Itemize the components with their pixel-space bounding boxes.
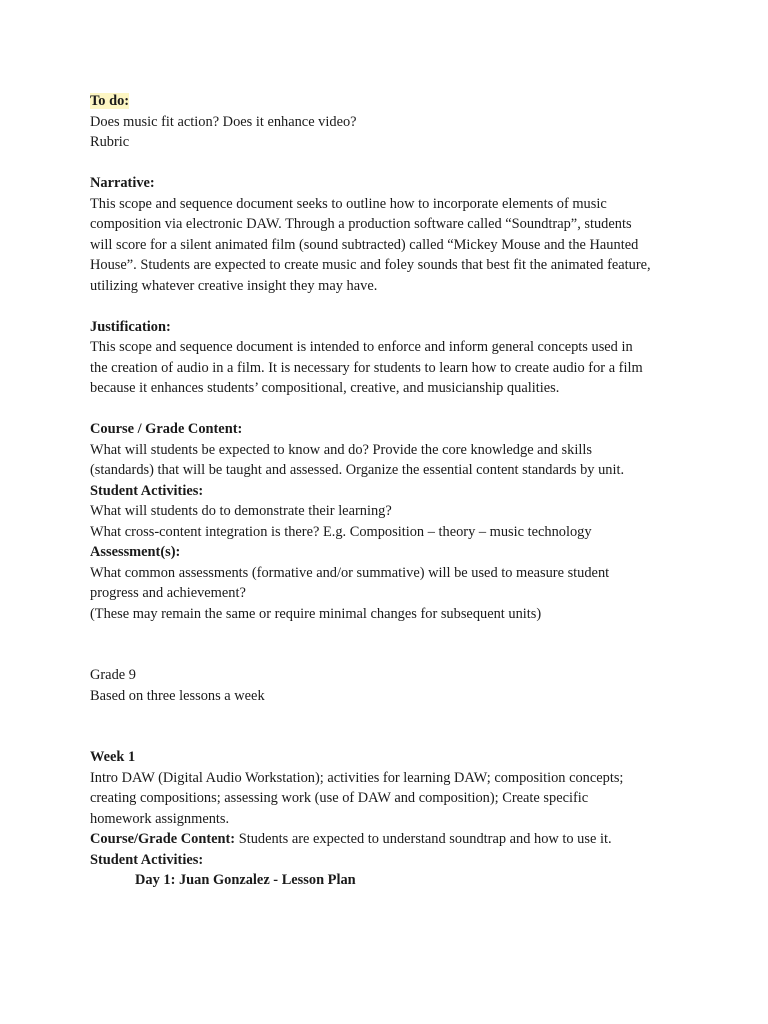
justification-heading: Justification: <box>90 318 171 335</box>
narrative-line: will score for a silent animated film (sound subtracted) called “Mickey Mouse and the Haunted <box>90 236 639 253</box>
todo-line: Rubric <box>90 134 130 150</box>
grade-line: Grade 9 <box>90 667 136 683</box>
justification-line: because it enhances students’ compositional, creative, and musicianship qualities. <box>90 380 560 396</box>
week1-course-content <box>90 829 690 850</box>
justification-line: This scope and sequence document is intended to enforce and inform general concepts used in <box>90 339 633 355</box>
student-activities-line: What will students do to demonstrate their learning? <box>90 503 392 519</box>
day1-lesson-plan-heading: Day 1: Juan Gonzalez - Lesson Plan <box>135 872 356 888</box>
assessments-line: progress and achievement? <box>90 585 246 601</box>
week1-activities-heading: Student Activities: <box>90 851 204 868</box>
document-page <box>90 91 690 891</box>
narrative-line: House”. Students are expected to create music and foley sounds that best fit the animated feature, <box>90 257 651 273</box>
course-content-line: What will students be expected to know and do? Provide the core knowledge and skills <box>90 441 592 458</box>
spacer <box>90 624 690 665</box>
student-activities-heading: Student Activities: <box>90 482 204 499</box>
week1-course-label: Course/Grade Content: <box>90 831 236 847</box>
spacer <box>90 153 690 174</box>
todo-heading <box>90 91 690 112</box>
spacer <box>90 706 690 747</box>
assessments-line: What common assessments (formative and/or summative) will be used to measure student <box>90 564 610 581</box>
week1-line: homework assignments. <box>90 810 230 827</box>
grade-line: Based on three lessons a week <box>90 687 265 704</box>
narrative-line: utilizing whatever creative insight they may have. <box>90 277 378 294</box>
week1-heading: Week 1 <box>90 749 136 765</box>
todo-line: Does music fit action? Does it enhance video? <box>90 113 357 130</box>
week1-course-text: Students are expected to understand soundtrap and how to use it. <box>235 831 612 847</box>
narrative-line: composition via electronic DAW. Through a production software called “Soundtrap”, students <box>90 216 632 232</box>
justification-line: the creation of audio in a film. It is necessary for students to learn how to create audio for a film <box>90 359 643 376</box>
todo-heading-text: To do: <box>90 93 130 109</box>
assessments-line: (These may remain the same or require minimal changes for subsequent units) <box>90 605 542 622</box>
week1-line: creating compositions; assessing work (use of DAW and composition); Create specific <box>90 790 589 806</box>
spacer <box>90 399 690 420</box>
week1-line: Intro DAW (Digital Audio Workstation); activities for learning DAW; composition concepts; <box>90 769 624 786</box>
assessments-heading: Assessment(s): <box>90 544 181 560</box>
course-content-heading: Course / Grade Content: <box>90 421 243 437</box>
narrative-heading: Narrative: <box>90 175 155 191</box>
narrative-line: This scope and sequence document seeks to outline how to incorporate elements of music <box>90 195 607 212</box>
course-content-line: (standards) that will be taught and assessed. Organize the essential content standards by unit. <box>90 462 625 478</box>
spacer <box>90 296 690 317</box>
student-activities-line: What cross-content integration is there? E.g. Composition – theory – music technology <box>90 523 592 540</box>
